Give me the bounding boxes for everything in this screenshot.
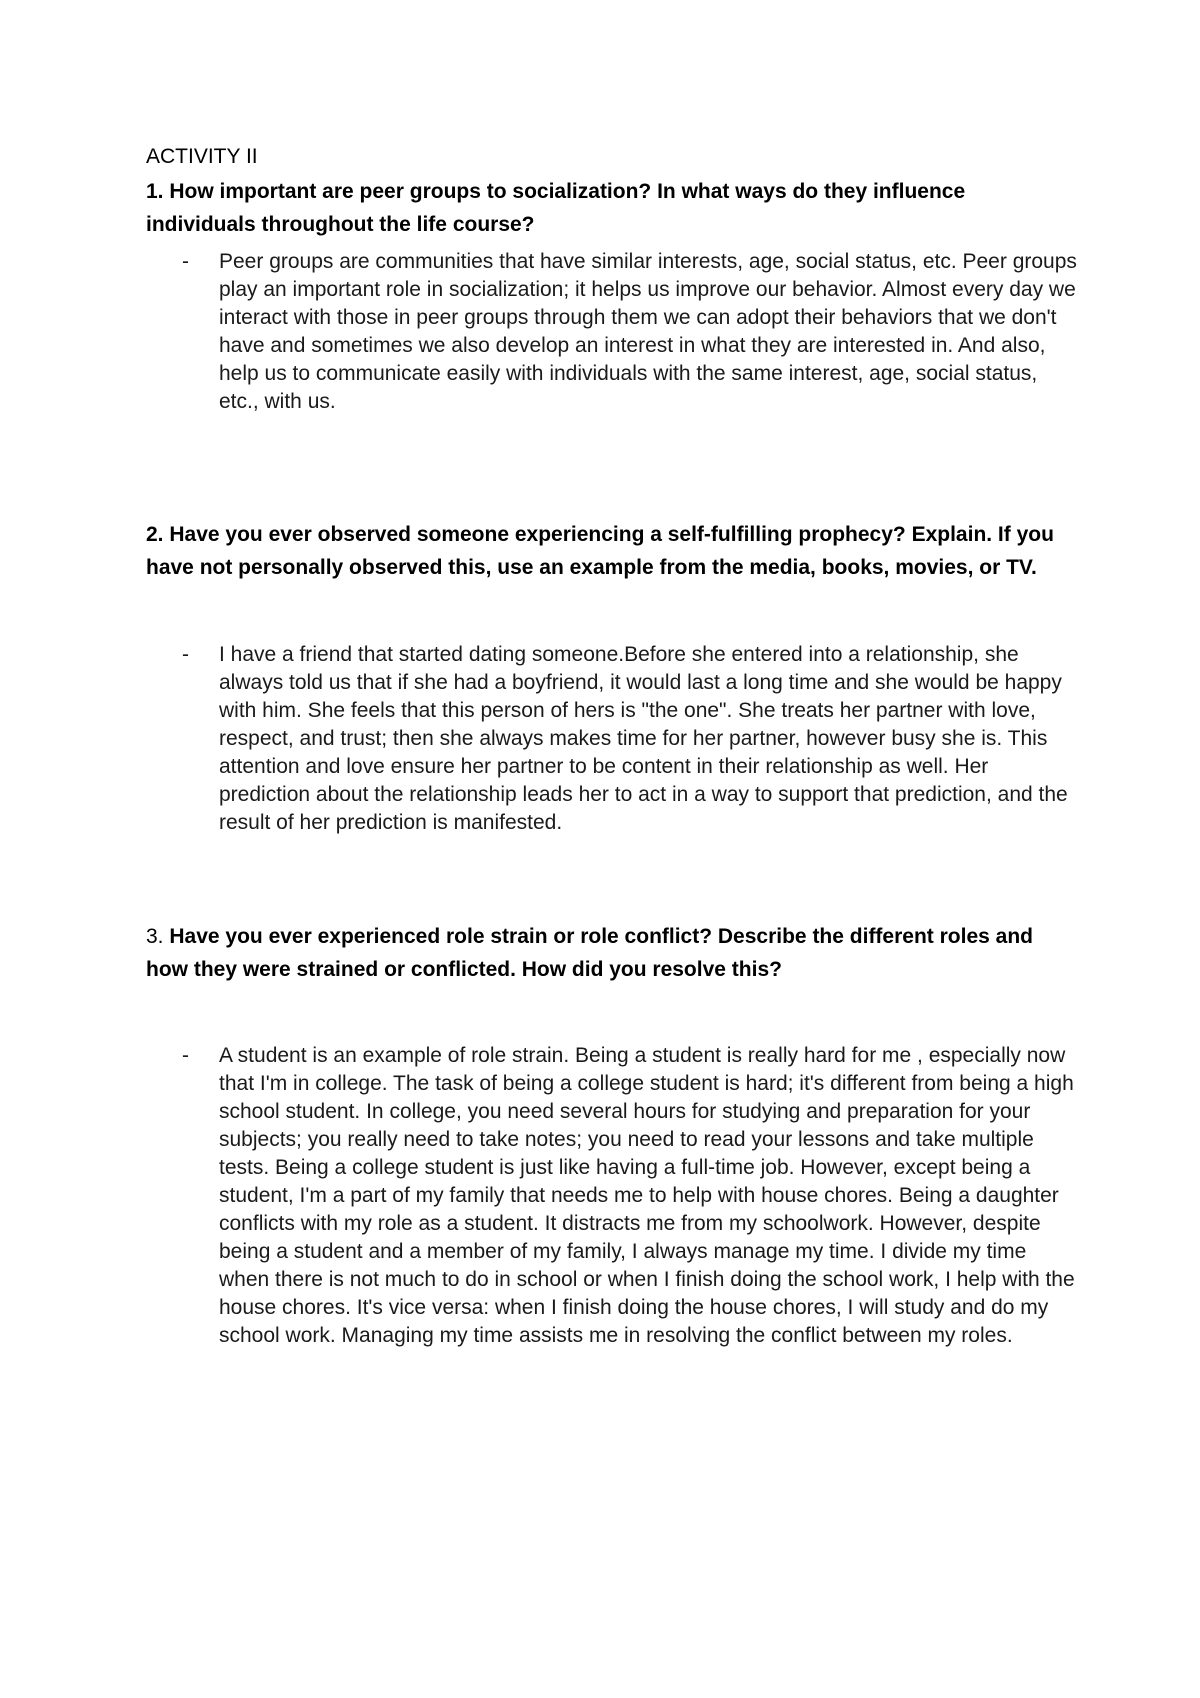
question-3 — [146, 921, 1076, 986]
answer-2-text: I have a friend that started dating someone.Before she entered into a relationship, she always told us that if she had a boyfriend, it would last a long time and she would be happy with him. She feels that this person of hers is "the one". She treats her partner with love, respect, and trust; then she always makes time for her partner, however busy she is. This attention and love ensure her partner to be content in their relationship as well. Her prediction about the relationship leads her to act in a way to support that prediction, and the result of her prediction is manifested. — [219, 643, 1068, 834]
answer-1 — [146, 248, 1086, 416]
answer-3-bullet: - — [182, 1044, 189, 1067]
question-1-prompt: How important are peer groups to socialization? In what ways do they influence individuals throughout the life course? — [146, 180, 966, 236]
answer-1-bullet: - — [182, 250, 189, 273]
question-1 — [146, 176, 1076, 241]
answer-2-bullet: - — [182, 643, 189, 666]
question-2-prompt: Have you ever observed someone experiencing a self-fulfilling prophecy? Explain. If you have not personally observed this, use an example from the media, books, movies, or TV. — [146, 523, 1054, 579]
question-1-number: 1. — [146, 180, 164, 203]
question-2 — [146, 519, 1076, 584]
question-3-prompt: Have you ever experienced role strain or role conflict? Describe the different roles and how they were strained or conflicted. How did you resolve this? — [146, 925, 1033, 981]
document-title: ACTIVITY II — [146, 145, 258, 168]
answer-1-text: Peer groups are communities that have similar interests, age, social status, etc. Peer groups play an important role in socialization; it helps us improve our behavior. Almost every day we interact with those in peer groups through them we can adopt their behaviors that we don't have and sometimes we also develop an interest in what they are interested in. And also, help us to communicate easily with individuals with the same interest, age, social status, etc., with us. — [219, 250, 1077, 413]
answer-2 — [146, 641, 1086, 837]
question-2-number: 2. — [146, 523, 164, 546]
answer-3 — [146, 1042, 1086, 1350]
answer-3-text: A student is an example of role strain. Being a student is really hard for me , especially now that I'm in college. The task of being a college student is hard; it's different from being a high school student. In college, you need several hours for studying and preparation for your subjects; you really need to take notes; you need to read your lessons and take multiple tests. Being a college student is just like having a full-time job. However, except being a student, I'm a part of my family that needs me to help with house chores. Being a daughter conflicts with my role as a student. It distracts me from my schoolwork. However, despite being a student and a member of my family, I always manage my time. I divide my time when there is not much to do in school or when I finish doing the school work, I help with the house chores. It's vice versa: when I finish doing the house chores, I will study and do my school work. Managing my time assists me in resolving the conflict between my roles. — [219, 1044, 1075, 1347]
question-3-number: 3. — [146, 925, 164, 948]
